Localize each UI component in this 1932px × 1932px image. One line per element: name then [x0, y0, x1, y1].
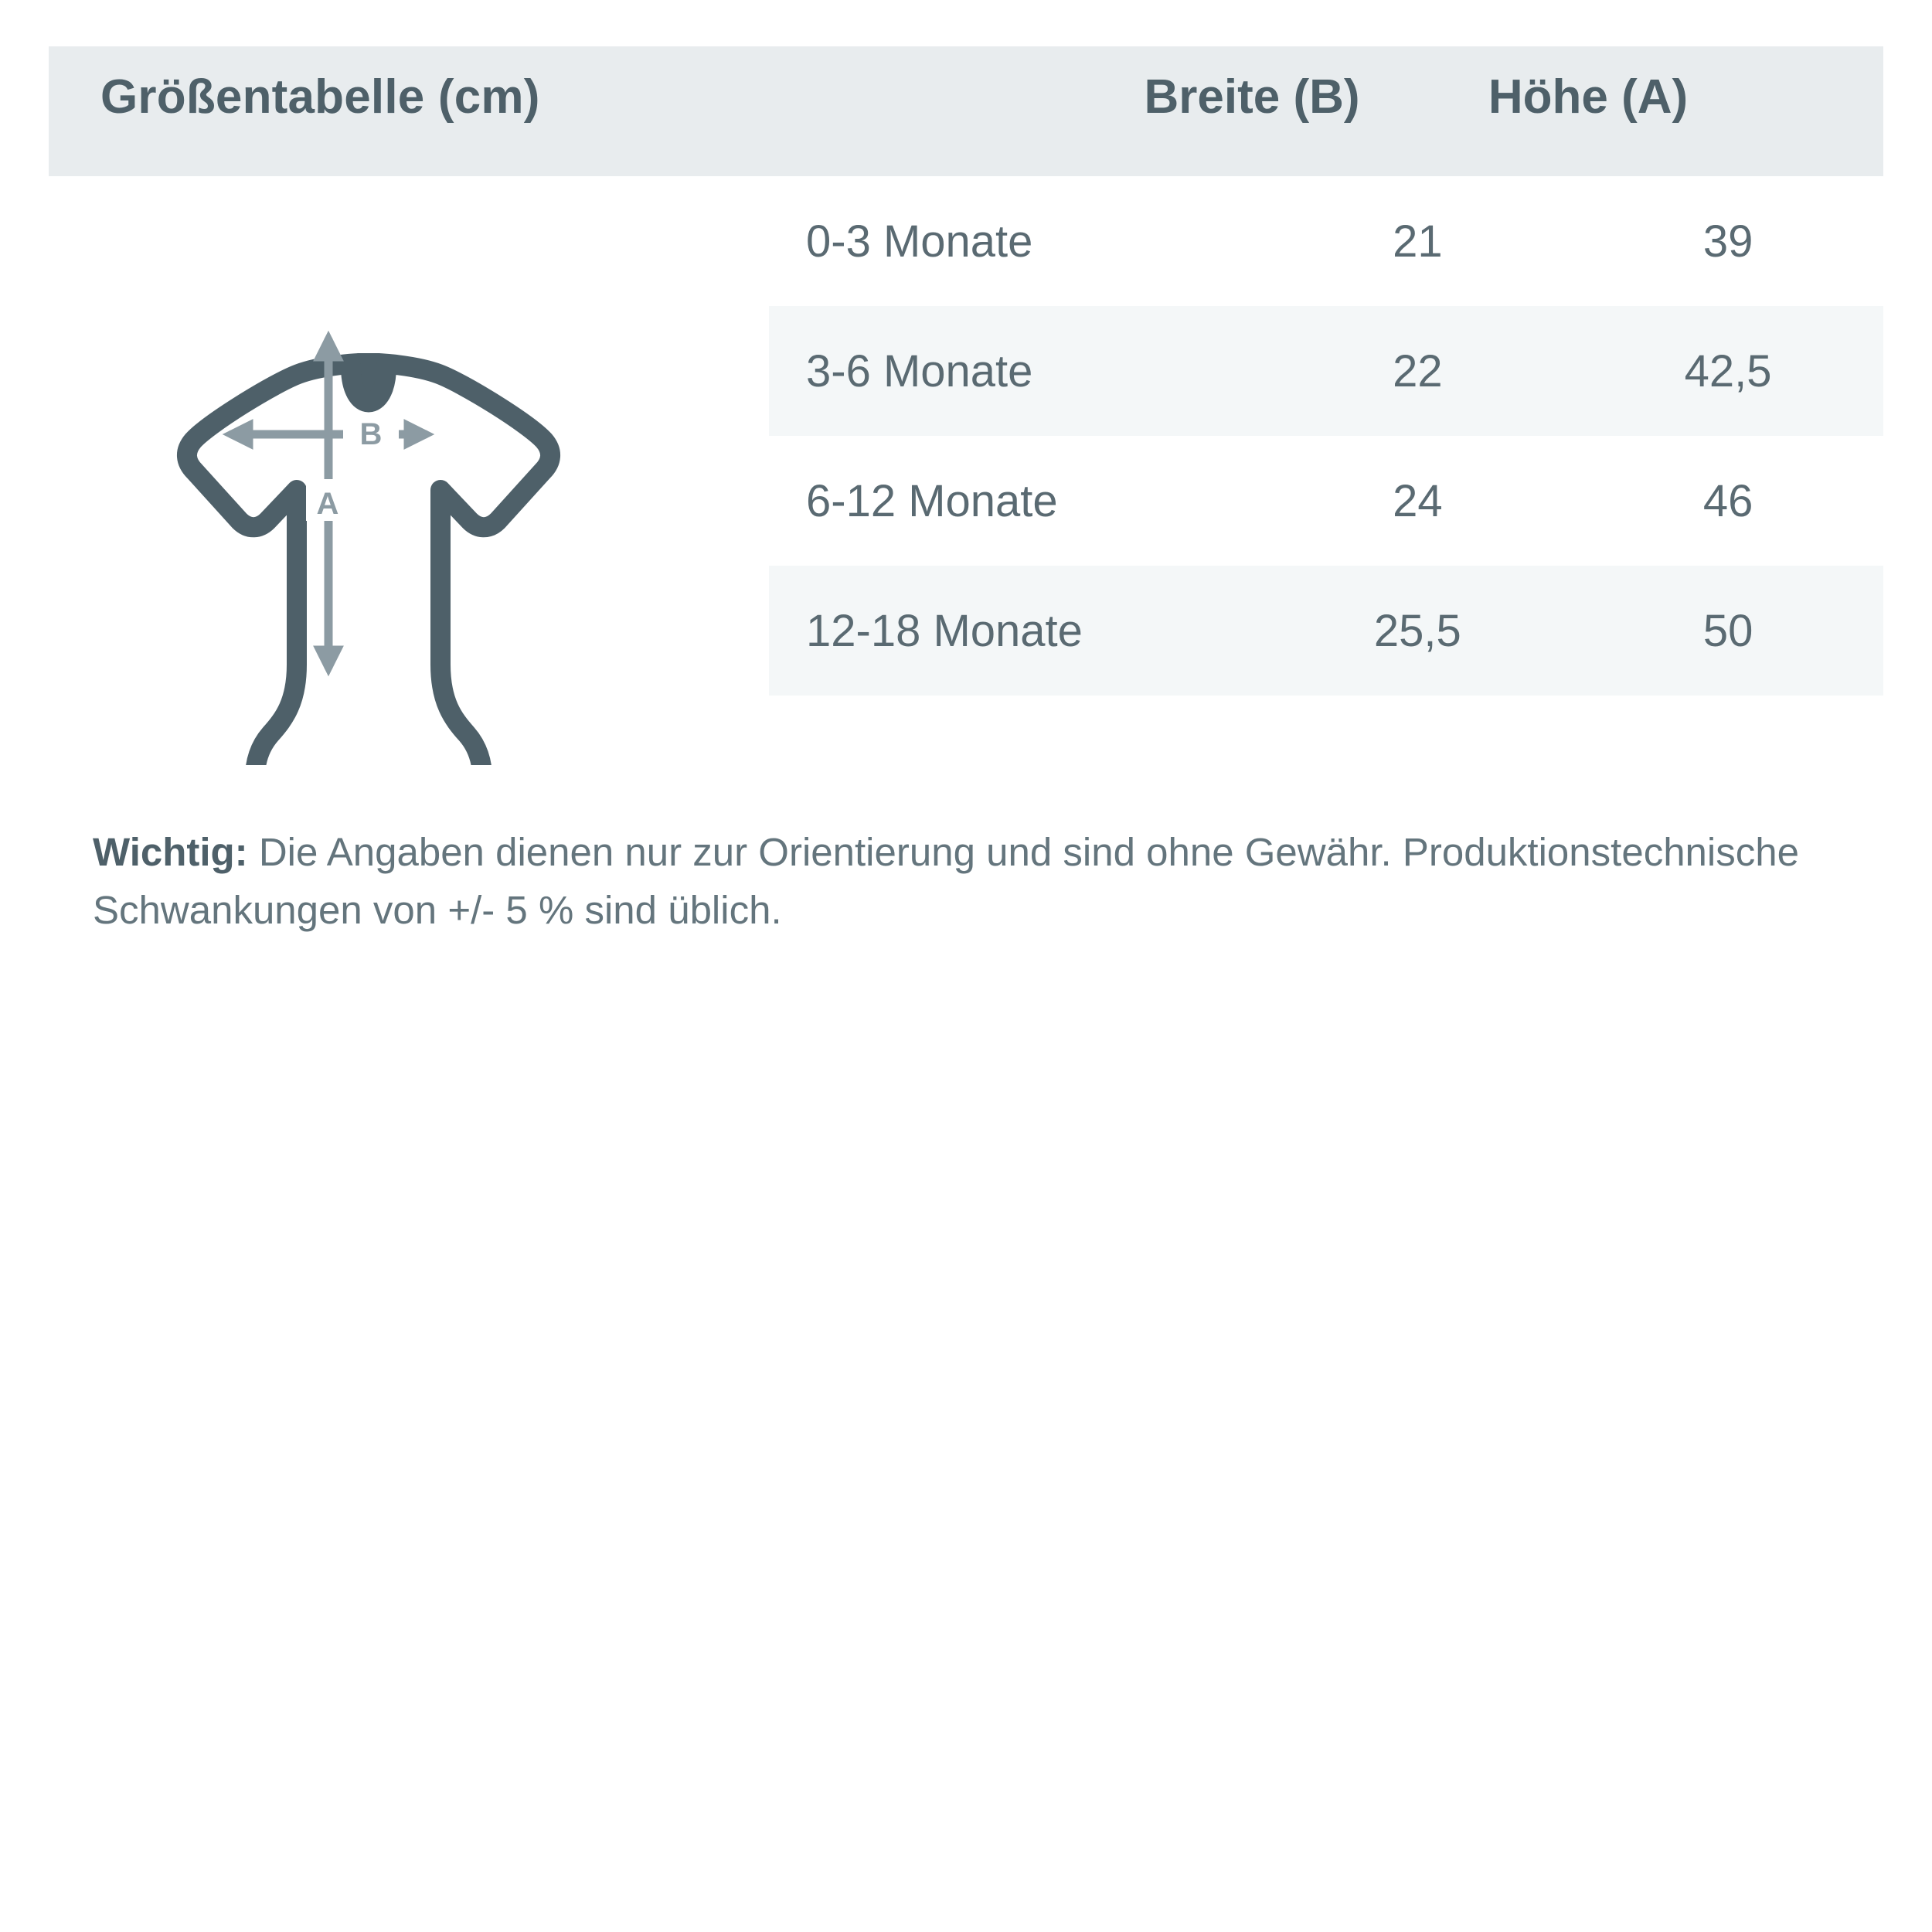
table-row: [769, 436, 1883, 566]
disclaimer-text: Die Angaben dienen nur zur Orientierung und sind ohne Gewähr. Produktionstechnische Schwankungen von +/- 5 % sind üblich.: [93, 830, 1799, 933]
dimension-label-height: A: [316, 487, 339, 521]
table-row: [769, 566, 1883, 696]
row-width-value: 24: [1393, 475, 1443, 526]
row-width-value: 22: [1393, 345, 1443, 396]
disclaimer-lead: Wichtig:: [93, 830, 248, 874]
row-height-value: 39: [1702, 216, 1753, 267]
row-height-value: 42,5: [1684, 345, 1772, 396]
row-width-value: 21: [1393, 216, 1443, 267]
column-header-height: Höhe (A): [1488, 70, 1689, 124]
row-size-label: 0-3 Monate: [806, 216, 1033, 267]
disclaimer-note: [93, 823, 1870, 940]
row-height-value: 50: [1702, 605, 1753, 656]
table-row: [769, 176, 1883, 306]
column-header-width: Breite (B): [1144, 70, 1360, 124]
row-size-label: 6-12 Monate: [806, 475, 1058, 526]
table-row: [769, 306, 1883, 436]
row-height-value: 46: [1702, 475, 1753, 526]
page-title: Größentabelle (cm): [100, 70, 540, 124]
row-width-value: 25,5: [1373, 605, 1461, 656]
row-size-label: 12-18 Monate: [806, 605, 1083, 656]
row-size-label: 3-6 Monate: [806, 345, 1033, 396]
size-table: [769, 176, 1883, 696]
baby-bodysuit-icon: [124, 224, 665, 765]
dimension-label-width: B: [359, 417, 383, 451]
